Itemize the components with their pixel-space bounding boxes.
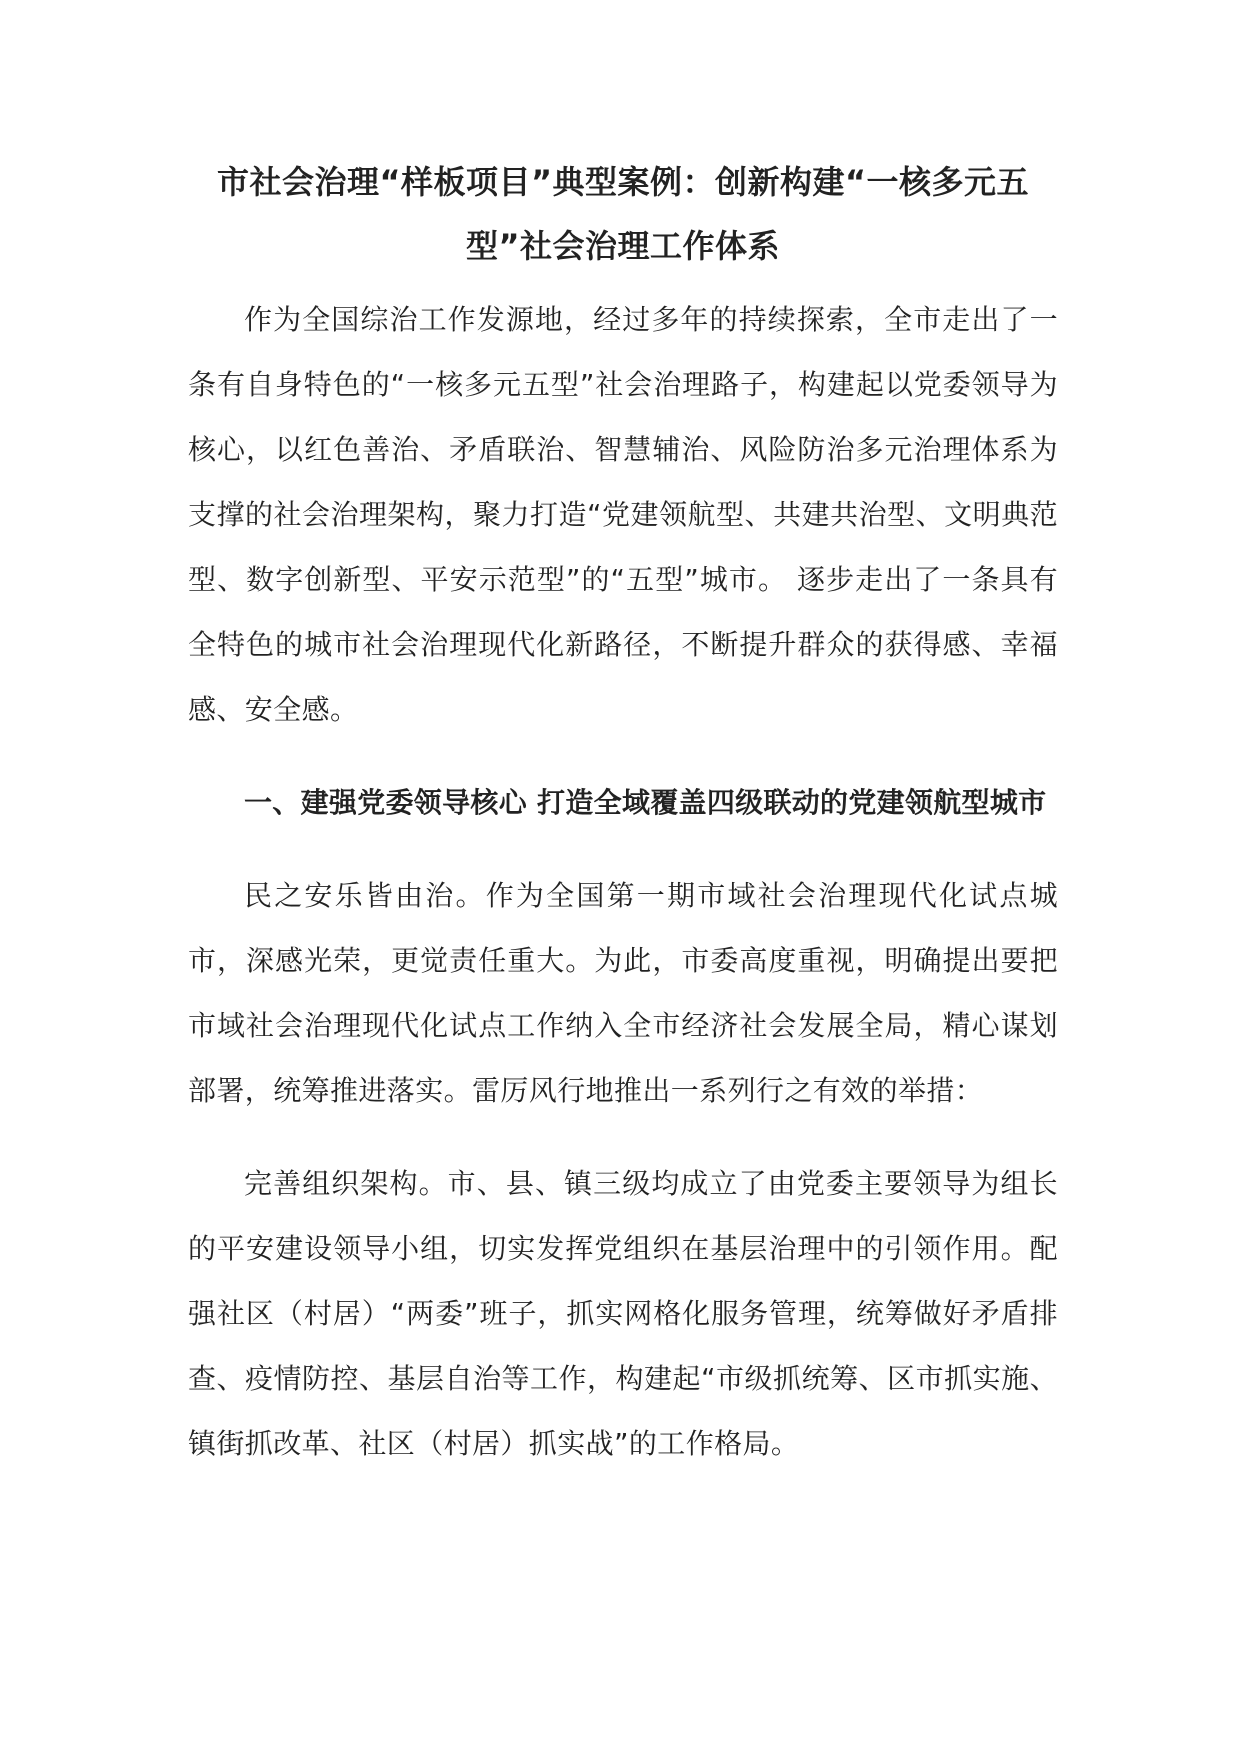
- section-1-paragraph-2: 完善组织架构。市、县、镇三级均成立了由党委主要领导为组长的平安建设领导小组，切实发挥党组织在基层治理中的引领作用。配强社区（村居）“两委”班子，抓实网格化服务管理，统筹做好矛盾排查、疫情防控、基层自治等工作，构建起“市级抓统筹、区市抓实施、镇街抓改革、社区（村居）抓实战”的工作格局。: [188, 1167, 1058, 1460]
- section-heading-1: 一、建强党委领导核心 打造全域覆盖四级联动的党建领航型城市: [244, 786, 1047, 819]
- document-title: 市社会治理“样板项目”典型案例：创新构建“一核多元五型”社会治理工作体系: [216, 163, 1030, 265]
- intro-paragraph: 作为全国综治工作发源地，经过多年的持续探索，全市走出了一条有自身特色的“一核多元五型”社会治理路子，构建起以党委领导为核心，以红色善治、矛盾联治、智慧辅治、风险防治多元治理体系为支撑的社会治理架构，聚力打造“党建领航型、共建共治型、文明典范型、数字创新型、平安示范型”的“五型”城市。 逐步走出了一条具有全特色的城市社会治理现代化新路径，不断提升群众的获得感、幸福感、安全感。: [188, 303, 1058, 726]
- section-1-paragraph-1: 民之安乐皆由治。作为全国第一期市域社会治理现代化试点城市，深感光荣，更觉责任重大。为此，市委高度重视，明确提出要把市域社会治理现代化试点工作纳入全市经济社会发展全局，精心谋划部署，统筹推进落实。雷厉风行地推出一系列行之有效的举措：: [188, 879, 1058, 1107]
- document-page: [188, 150, 1058, 1476]
